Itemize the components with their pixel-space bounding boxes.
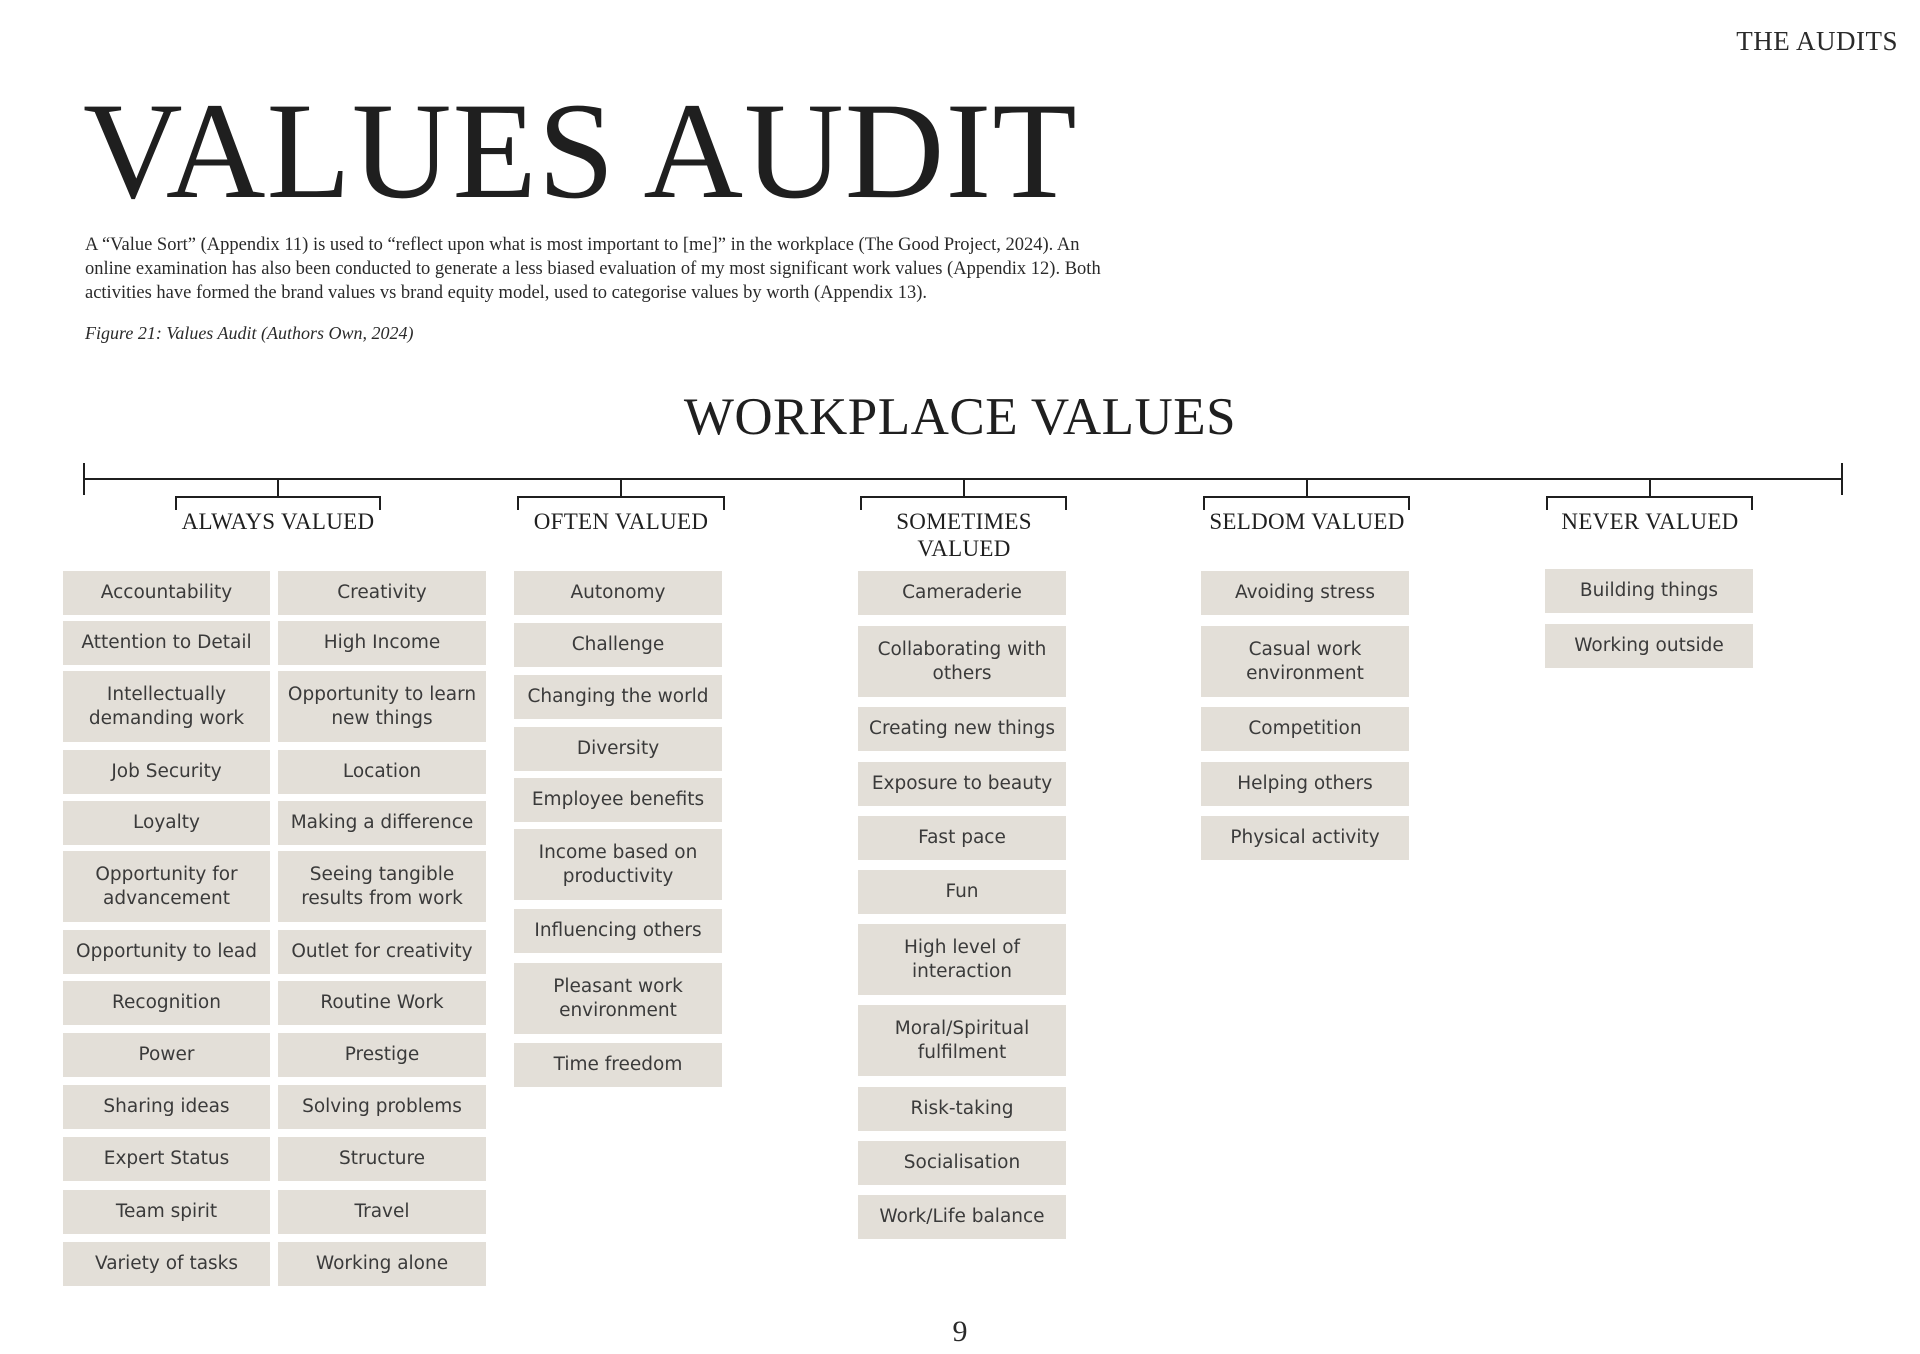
value-cell: Power (63, 1033, 270, 1077)
value-cell: Loyalty (63, 801, 270, 845)
section-label: THE AUDITS (1736, 26, 1898, 56)
value-cell: Fast pace (858, 816, 1066, 860)
value-cell: Helping others (1201, 762, 1409, 806)
value-cell: Recognition (63, 981, 270, 1025)
value-cell: Creating new things (858, 707, 1066, 751)
value-cell: Risk-taking (858, 1087, 1066, 1131)
value-cell: Outlet for creativity (278, 930, 486, 974)
figure-caption: Figure 21: Values Audit (Authors Own, 2024) (85, 323, 414, 343)
value-cell: Intellectually demanding work (63, 671, 270, 742)
value-cell: Opportunity to lead (63, 930, 270, 974)
value-cell: Building things (1545, 569, 1753, 613)
value-cell: Work/Life balance (858, 1195, 1066, 1239)
value-cell: Prestige (278, 1033, 486, 1077)
value-cell: Location (278, 750, 486, 794)
value-cell: Opportunity for advancement (63, 851, 270, 922)
category-label-seldom-valued: SELDOM VALUED (1209, 509, 1405, 534)
value-cell: Opportunity to learn new things (278, 671, 486, 742)
value-cell: Challenge (514, 623, 722, 667)
value-cell: Collaborating with others (858, 626, 1066, 697)
value-cell: Variety of tasks (63, 1242, 270, 1286)
page-title: VALUES AUDIT (83, 74, 1078, 227)
category-label-sometimes-valued: SOMETIMES VALUED (896, 509, 1032, 561)
value-cell: Creativity (278, 571, 486, 615)
value-cell: Avoiding stress (1201, 571, 1409, 615)
value-cell: Travel (278, 1190, 486, 1234)
value-cell: Moral/Spiritual fulfilment (858, 1005, 1066, 1076)
page-number: 9 (952, 1315, 968, 1348)
category-label-often-valued: OFTEN VALUED (533, 509, 709, 534)
value-cell: Expert Status (63, 1137, 270, 1181)
value-cell: Cameraderie (858, 571, 1066, 615)
value-cell: Autonomy (514, 571, 722, 615)
value-cell: Routine Work (278, 981, 486, 1025)
value-cell: Socialisation (858, 1141, 1066, 1185)
value-cell: Making a difference (278, 801, 486, 845)
value-cell: Diversity (514, 727, 722, 771)
value-cell: Team spirit (63, 1190, 270, 1234)
value-cell: Seeing tangible results from work (278, 851, 486, 922)
value-cell: Income based on productivity (514, 829, 722, 900)
value-cell: Employee benefits (514, 778, 722, 822)
value-cell: Working alone (278, 1242, 486, 1286)
value-cell: Working outside (1545, 624, 1753, 668)
value-cell: Physical activity (1201, 816, 1409, 860)
value-cell: Structure (278, 1137, 486, 1181)
intro-paragraph: A “Value Sort” (Appendix 11) is used to “reflect upon what is most important to [me]” in the workplace (The Good Project, 2024). An online examination has also been conducted to generate a less biased evaluation of my most significant work values (Appendix 12). Both activities have formed the brand values vs brand equity model, used to categorise values by worth (Appendix 13). (85, 235, 1101, 303)
value-cell: Changing the world (514, 675, 722, 719)
value-cell: Time freedom (514, 1043, 722, 1087)
diagram-title: WORKPLACE VALUES (683, 388, 1237, 446)
category-label-never-valued: NEVER VALUED (1561, 509, 1739, 534)
hierarchy-lines (0, 0, 1920, 560)
value-cell: Competition (1201, 707, 1409, 751)
value-cell: Attention to Detail (63, 621, 270, 665)
category-label-always-valued: ALWAYS VALUED (181, 509, 375, 534)
value-cell: High Income (278, 621, 486, 665)
value-cell: High level of interaction (858, 924, 1066, 995)
value-cell: Accountability (63, 571, 270, 615)
value-cell: Pleasant work environment (514, 963, 722, 1034)
value-cell: Sharing ideas (63, 1085, 270, 1129)
value-cell: Job Security (63, 750, 270, 794)
value-cell: Casual work environment (1201, 626, 1409, 697)
value-cell: Influencing others (514, 909, 722, 953)
value-cell: Exposure to beauty (858, 762, 1066, 806)
value-cell: Solving problems (278, 1085, 486, 1129)
value-cell: Fun (858, 870, 1066, 914)
